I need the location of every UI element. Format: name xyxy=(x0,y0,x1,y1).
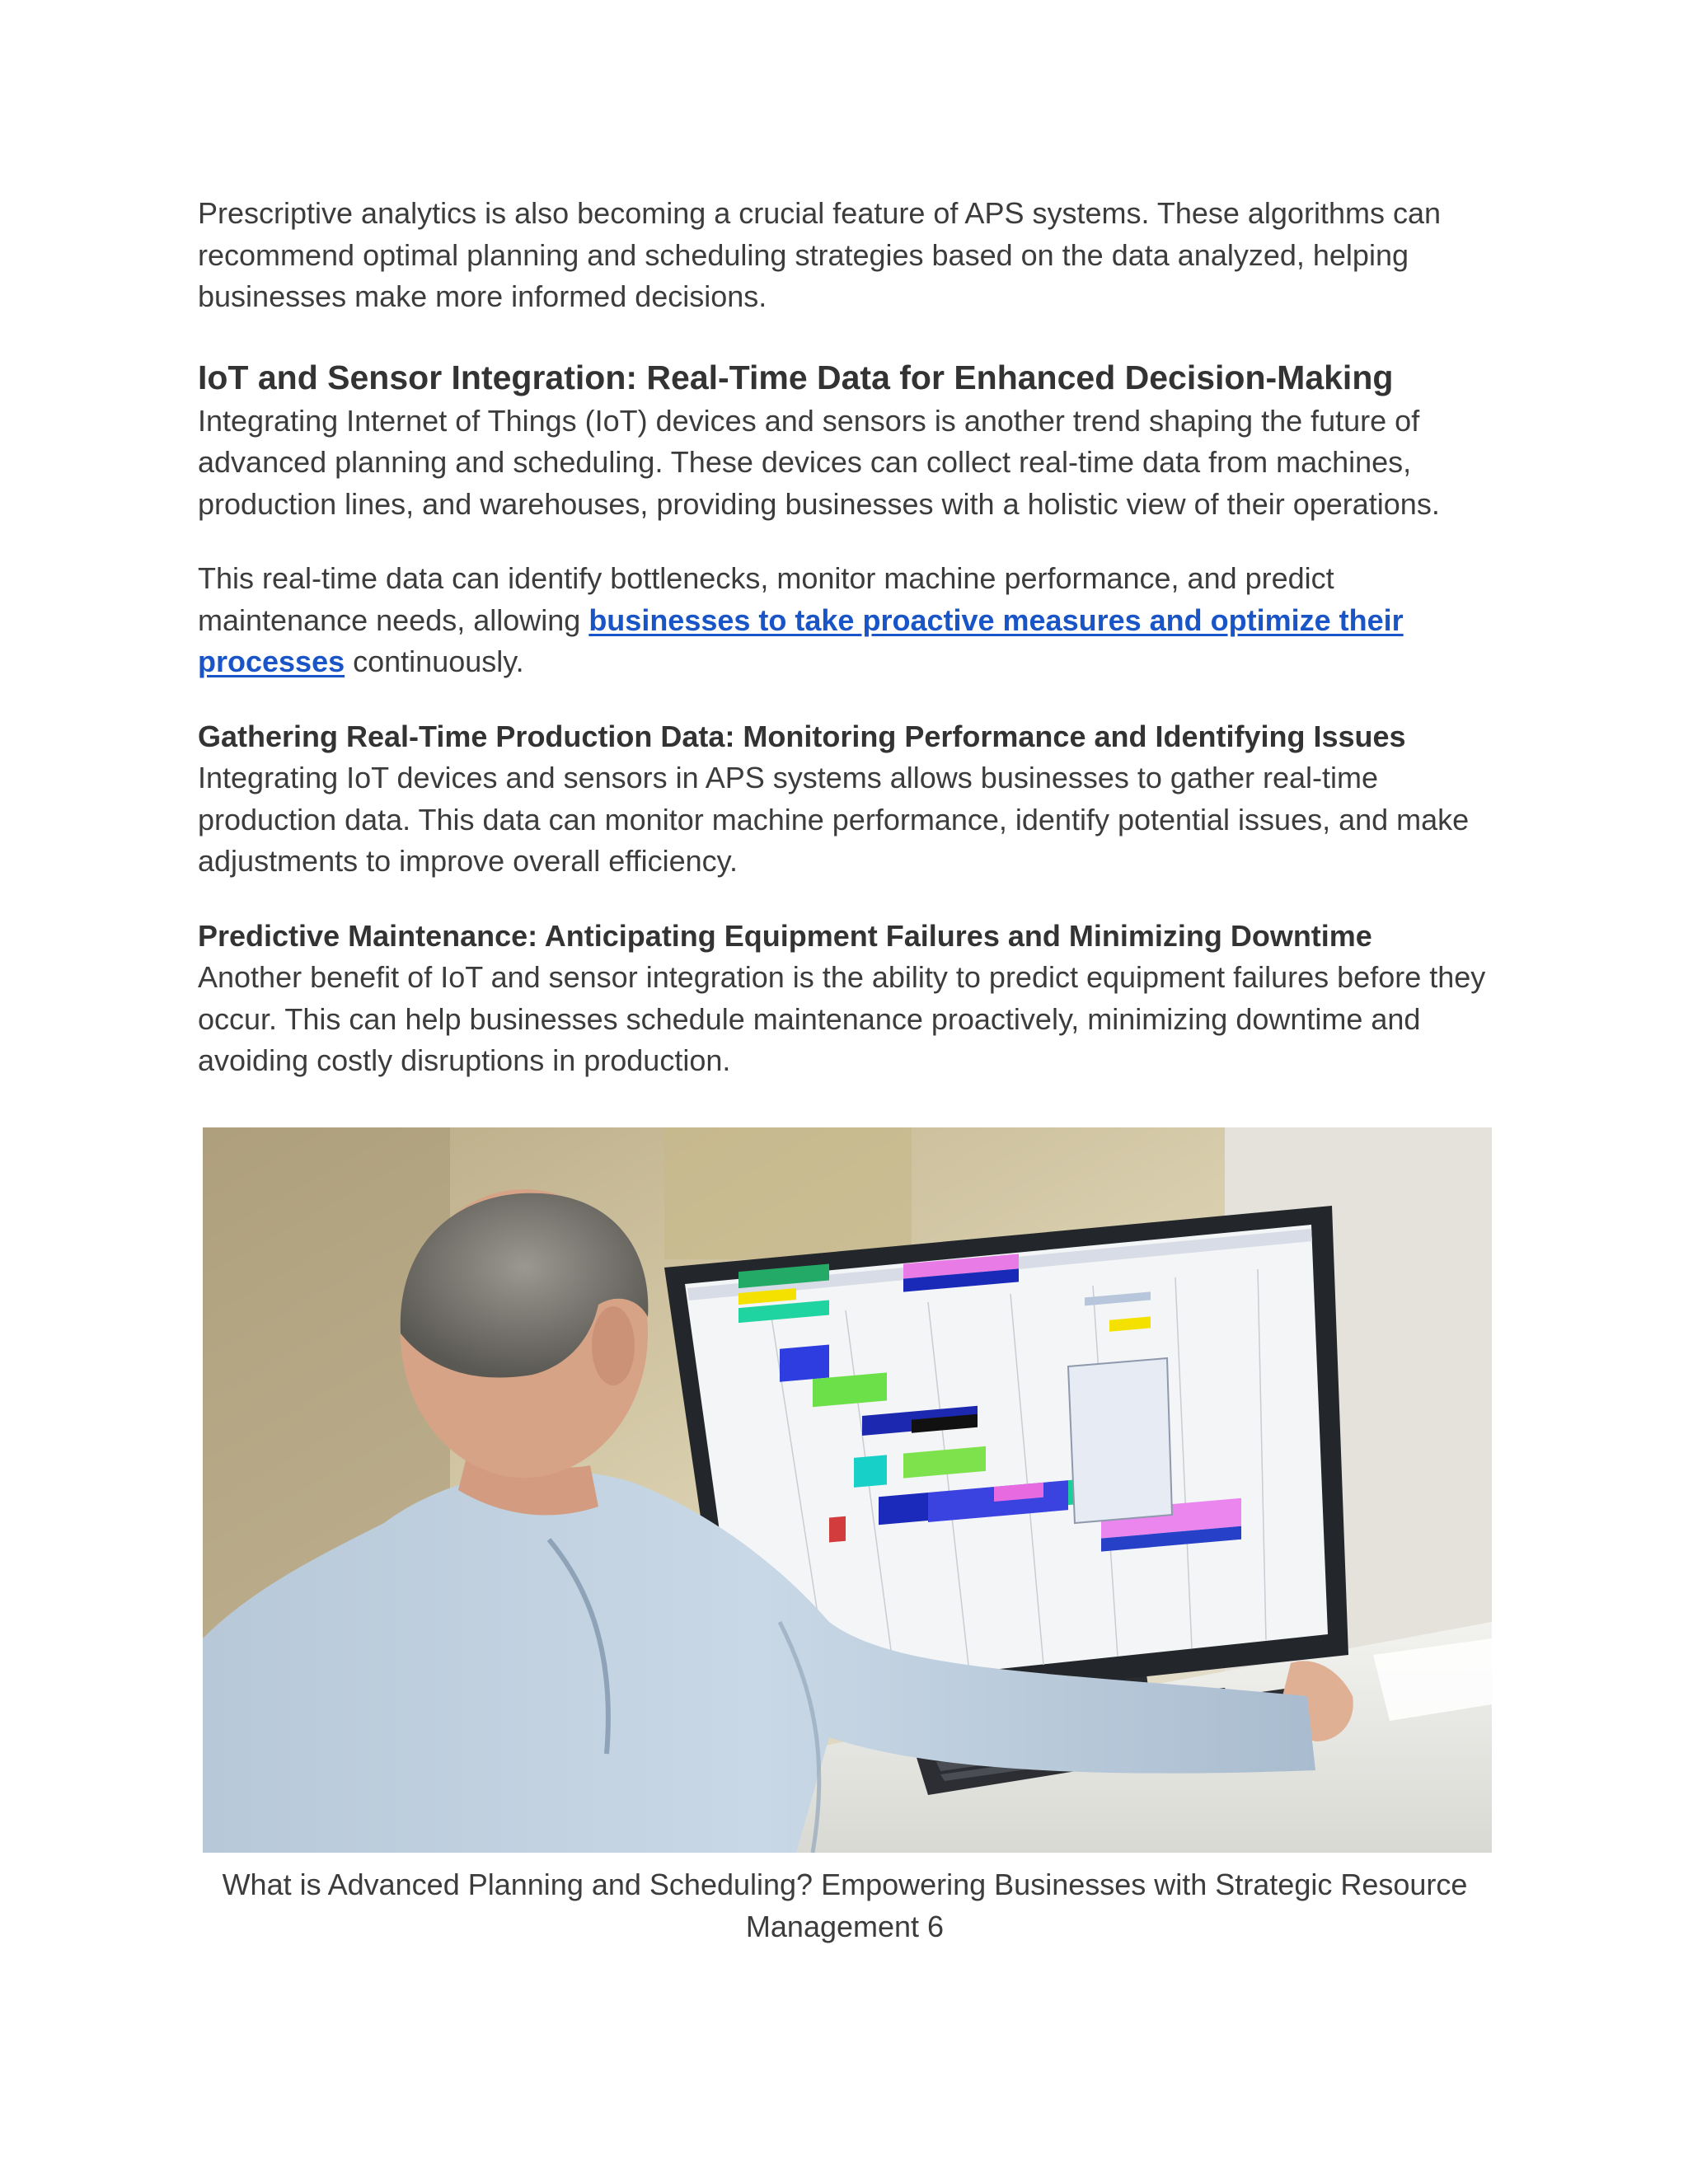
proactive-measures-link[interactable]: businesses to take proactive measures and optimize their processes xyxy=(198,602,1404,678)
article-body xyxy=(198,193,1500,1082)
article-photo-man-at-computer xyxy=(203,1127,1492,1853)
paragraph-predictive-maintenance: Another benefit of IoT and sensor integration is the ability to predict equipment failures before they occur. This can help businesses schedule maintenance proactively, minimizing downtime and avoiding costly disruptions in production. xyxy=(198,960,1486,1077)
figure-caption: What is Advanced Planning and Scheduling? Empowering Businesses with Strategic Resource Management 6 xyxy=(222,1868,1468,1943)
paragraph-realtime-data xyxy=(198,558,1500,683)
paragraph-iot-integration: Integrating Internet of Things (IoT) devices and sensors is another trend shaping the future of advanced planning and scheduling. These devices can collect real-time data from machines, production lines, and warehouses, providing businesses with a holistic view of their operations. xyxy=(198,403,1440,521)
paragraph-gathering-production-data: Integrating IoT devices and sensors in APS systems allows businesses to gather real-time production data. This data can monitor machine performance, identify potential issues, and make adjustments to improve overall efficiency. xyxy=(198,761,1470,878)
photo-illustration xyxy=(203,1127,1492,1853)
heading-iot-sensor-integration: IoT and Sensor Integration: Real-Time Data for Enhanced Decision-Making xyxy=(198,358,1394,396)
heading-gathering-production-data: Gathering Real-Time Production Data: Monitoring Performance and Identifying Issues xyxy=(198,719,1406,753)
realtime-text-before: This real-time data can identify bottlenecks, monitor machine performance, and predict maintenance needs, allowing xyxy=(198,561,1334,637)
paragraph-prescriptive-analytics: Prescriptive analytics is also becoming a crucial feature of APS systems. These algorithms can recommend optimal planning and scheduling strategies based on the data analyzed, helping businesses make more informed decisions. xyxy=(198,196,1441,313)
realtime-text-after: continuously. xyxy=(345,644,524,678)
heading-predictive-maintenance: Predictive Maintenance: Anticipating Equipment Failures and Minimizing Downtime xyxy=(198,918,1372,953)
